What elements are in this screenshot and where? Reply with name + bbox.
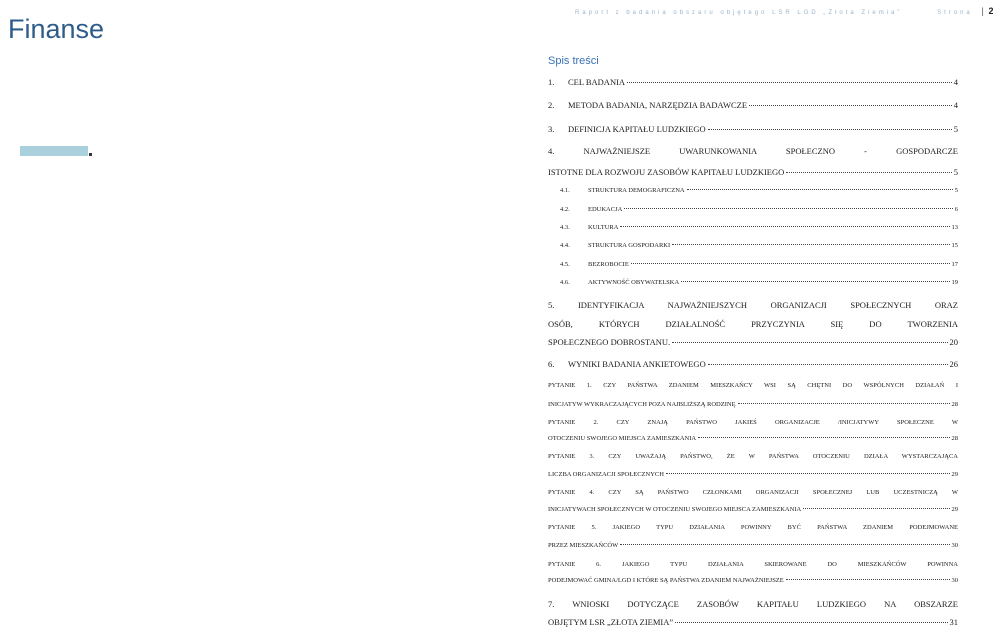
entry-text: KULTURA (588, 224, 619, 231)
entry-page: 4 (953, 77, 958, 87)
leader-dots (672, 342, 947, 343)
leader-dots (698, 437, 949, 438)
entry-page: 5 (954, 187, 958, 194)
entry-page: 29 (951, 471, 958, 478)
leader-dots (708, 364, 948, 365)
toc-entry-5-line1[interactable]: 5. IDENTYFIKACJA NAJWAŻNIEJSZYCH ORGANIZACJI SPOŁECZNYCH ORAZ (548, 300, 958, 310)
entry-page: 30 (951, 542, 958, 549)
leader-dots (708, 129, 952, 130)
entry-text: OBJĘTYM LSR „ZŁOTA ZIEMIA” (548, 617, 674, 627)
toc-question-6[interactable] (548, 577, 958, 584)
entry-number: 3. (548, 124, 555, 134)
toc-question-1[interactable] (548, 401, 958, 408)
toc-title: Spis treści (548, 55, 599, 67)
entry-number: 6. (548, 359, 555, 369)
toc-entry-4-line1[interactable]: 4. NAJWAŻNIEJSZE UWARUNKOWANIA SPOŁECZNO - GOSPODARCZE (548, 146, 958, 156)
entry-page: 31 (949, 617, 958, 627)
entry-text: WYNIKI BADANIA ANKIETOWEGO (568, 359, 706, 369)
entry-page: 19 (951, 279, 958, 286)
toc-question-5[interactable] (548, 542, 958, 549)
leader-dots (666, 473, 950, 474)
toc-question-5-line1[interactable]: PYTANIE 5. JAKIEGO TYPU DZIAŁANIA POWINNY BYĆ PAŃSTWA ZDANIEM PODEJMOWANE (548, 524, 958, 531)
entry-text: PODEJMOWAĆ GMINA/LGD I KTÓRE SĄ PAŃSTWA ZDANIEM NAJWAŻNIEJSZE (548, 577, 784, 584)
entry-number: 4.2. (560, 206, 570, 213)
leader-dots (627, 82, 952, 83)
entry-page: 4 (953, 100, 958, 110)
entry-text: PRZEZ MIESZKAŃCÓW (548, 542, 619, 549)
entry-number: 4.1. (560, 187, 570, 194)
entry-number: 4.5. (560, 261, 570, 268)
leader-dots (749, 105, 952, 106)
toc-sub-entry-4-2[interactable] (560, 206, 958, 213)
toc-entry-6[interactable] (548, 359, 958, 369)
toc-entry-4[interactable] (548, 167, 958, 177)
entry-text: METODA BADANIA, NARZĘDZIA BADAWCZE (568, 100, 748, 110)
header-separator: | (981, 6, 984, 16)
toc-entry-5-line2[interactable]: OSÓB, KTÓRYCH DZIAŁALNOŚĆ PRZYCZYNIA SIĘ DO TWORZENIA (548, 319, 958, 329)
toc-sub-entry-4-1[interactable] (560, 187, 958, 194)
left-panel-title: Finanse (8, 14, 105, 44)
entry-number: 1. (548, 77, 555, 87)
entry-number: 4.6. (560, 279, 570, 286)
entry-number: 2. (548, 100, 555, 110)
toc-entry-3[interactable] (548, 124, 958, 134)
entry-page: 26 (949, 359, 958, 369)
entry-page: 20 (949, 337, 958, 347)
leader-dots (738, 403, 950, 404)
leader-dots (620, 226, 949, 227)
toc-question-4[interactable] (548, 506, 958, 513)
entry-text: OTOCZENIU SWOJEGO MIEJSCA ZAMIESZKANIA (548, 435, 697, 442)
entry-text: STRUKTURA DEMOGRAFICZNA (588, 187, 685, 194)
toc-question-6-line1[interactable]: PYTANIE 6. JAKIEGO TYPU DZIAŁANIA SKIEROWANE DO MIESZKAŃCÓW POWINNA (548, 561, 958, 568)
entry-page: 28 (951, 435, 958, 442)
toc-question-4-line1[interactable]: PYTANIE 4. CZY SĄ PAŃSTWO CZŁONKAMI ORGANIZACJI SPOŁECZNEJ LUB UCZESTNICZĄ W (548, 489, 958, 496)
toc-question-3[interactable] (548, 471, 958, 478)
entry-text: STRUKTURA GOSPODARKI (588, 242, 671, 249)
entry-page: 15 (951, 242, 958, 249)
leader-dots (631, 263, 950, 264)
toc-sub-entry-4-5[interactable] (560, 261, 958, 268)
toc-question-3-line1[interactable]: PYTANIE 3. CZY UWAŻAJĄ PAŃSTWO, ŻE W PAŃSTWA OTOCZENIU DZIAŁA WYSTARCZAJĄCA (548, 453, 958, 460)
leader-dots (803, 508, 949, 509)
entry-page: 28 (951, 401, 958, 408)
entry-page: 29 (951, 506, 958, 513)
entry-text: ISTOTNE DLA ROZWOJU ZASOBÓW KAPITAŁU LUDZKIEGO (548, 167, 785, 177)
entry-text: LICZBA ORGANIZACJI SPOŁECZNYCH (548, 471, 664, 478)
entry-text: DEFINICJA KAPITAŁU LUDZKIEGO (568, 124, 706, 134)
entry-text: BEZROBOCIE (588, 261, 629, 268)
page-label: Strona (937, 10, 973, 16)
toc-question-2[interactable] (548, 435, 958, 442)
entry-page: 13 (951, 224, 958, 231)
entry-text: EDUKACJA (588, 206, 623, 213)
leader-dots (786, 172, 951, 173)
entry-page: 17 (951, 261, 958, 268)
toc-entry-7[interactable] (548, 617, 958, 627)
entry-text: SPOŁECZNEGO DOBROSTANU. (548, 337, 671, 347)
leader-dots (672, 244, 949, 245)
toc-sub-entry-4-4[interactable] (560, 242, 958, 249)
entry-page: 5 (953, 167, 958, 177)
entry-number: 4.4. (560, 242, 570, 249)
leader-dots (681, 281, 949, 282)
toc-question-2-line1[interactable]: PYTANIE 2. CZY ZNAJĄ PAŃSTWO JAKIEŚ ORGANIZACJE /INICJATYWY SPOŁECZNE W (548, 419, 958, 426)
entry-text: CEL BADANIA (568, 77, 626, 87)
entry-number: 4.3. (560, 224, 570, 231)
toc-entry-1[interactable] (548, 77, 958, 87)
toc-entry-2[interactable] (548, 100, 958, 110)
leader-dots (687, 189, 953, 190)
entry-page: 5 (953, 124, 958, 134)
toc-entry-7-line1[interactable]: 7. WNIOSKI DOTYCZĄCE ZASOBÓW KAPITAŁU LUDZKIEGO NA OBSZARZE (548, 599, 958, 609)
entry-text: INICJATYWACH SPOŁECZNYCH W OTOCZENIU SWOJEGO MIEJSCA ZAMIESZKANIA (548, 506, 802, 513)
toc-question-1-line1[interactable]: PYTANIE 1. CZY PAŃSTWA ZDANIEM MIESZKAŃCY WSI SĄ CHĘTNI DO WSPÓLNYCH DZIAŁAŃ I (548, 382, 958, 389)
entry-page: 6 (954, 206, 958, 213)
toc-entry-5[interactable] (548, 337, 958, 347)
left-panel-marker (89, 153, 92, 156)
report-title: Raport z badania obszaru objętego LSR LGD „Złota Ziemia” (575, 10, 903, 16)
toc-sub-entry-4-6[interactable] (560, 279, 958, 286)
toc-sub-entry-4-3[interactable] (560, 224, 958, 231)
entry-page: 30 (951, 577, 958, 584)
leader-dots (624, 208, 952, 209)
page-header (575, 6, 993, 16)
entry-text: AKTYWNOŚĆ OBYWATELSKA (588, 279, 680, 286)
page-number: 2 (988, 6, 993, 16)
leader-dots (620, 544, 949, 545)
entry-text: INICJATYW WYKRACZAJĄCYCH POZA NAJBLIŻSZĄ RODZINĘ (548, 401, 736, 408)
left-panel-bar (20, 146, 88, 156)
leader-dots (675, 622, 947, 623)
leader-dots (786, 579, 950, 580)
